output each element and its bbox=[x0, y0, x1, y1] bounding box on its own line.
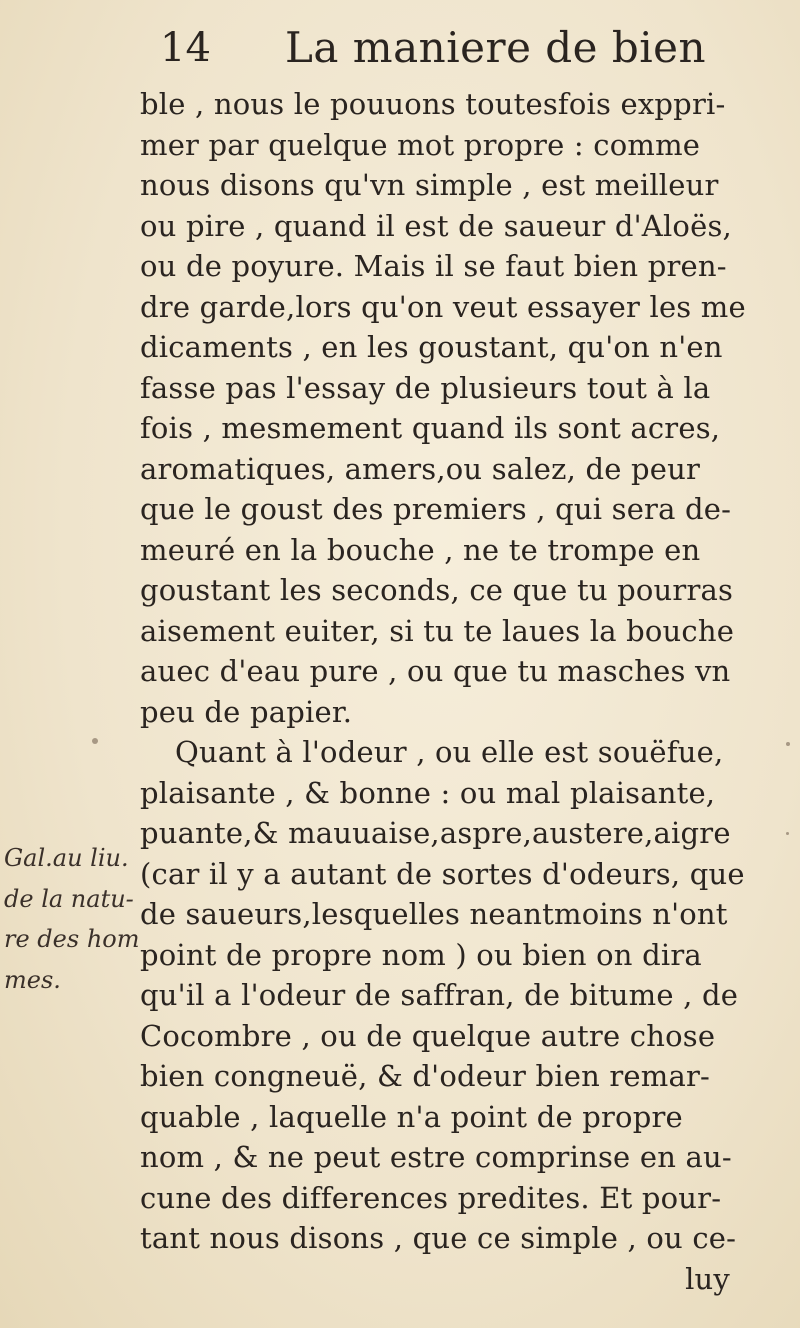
text-line: ble , nous le pouuons toutesfois exppri- bbox=[140, 87, 726, 121]
text-line: cune des differences predites. Et pour- bbox=[140, 1180, 722, 1215]
text-line: de saueurs,lesquelles neantmoins n'ont bbox=[140, 897, 728, 931]
text-line: (car il y a autant de sortes d'odeurs, que bbox=[140, 856, 745, 891]
margin-note-line: re des hom bbox=[4, 925, 140, 953]
text-line: fois , mesmement quand ils sont acres, bbox=[140, 411, 721, 445]
ink-speck bbox=[786, 832, 789, 835]
text-line: puante,& mauuaise,aspre,austere,aigre bbox=[140, 816, 731, 850]
text-line: tant nous disons , que ce simple , ou ce- bbox=[140, 1221, 737, 1255]
text-line: quable , laquelle n'a point de propre bbox=[140, 1099, 683, 1134]
text-line: plaisante , & bonne : ou mal plaisante, bbox=[140, 775, 716, 810]
text-line: Cocombre , ou de quelque autre chose bbox=[140, 1018, 716, 1053]
text-line: peu de papier. bbox=[140, 694, 353, 729]
text-line: bien congneuë, & d'odeur bien remar- bbox=[140, 1059, 711, 1093]
page-number: 14 bbox=[160, 25, 211, 71]
paragraph-start-line: Quant à l'odeur , ou elle est souëfue, bbox=[175, 735, 724, 769]
text-line: mer par quelque mot propre : comme bbox=[140, 127, 701, 162]
text-line: nom , & ne peut estre comprinse en au- bbox=[140, 1140, 732, 1174]
page-header bbox=[0, 22, 800, 78]
text-line: fasse pas l'essay de plusieurs tout à la bbox=[140, 370, 711, 405]
margin-note-line: de la natu- bbox=[4, 884, 134, 913]
text-line: aromatiques, amers,ou salez, de peur bbox=[140, 451, 701, 486]
ink-speck bbox=[92, 738, 98, 744]
text-line: ou de poyure. Mais il se faut bien pren- bbox=[140, 249, 727, 283]
ink-speck bbox=[786, 742, 790, 746]
text-line: auec d'eau pure , ou que tu masches vn bbox=[140, 654, 731, 688]
text-line: aisement euiter, si tu te laues la bouche bbox=[140, 613, 735, 648]
margin-note-line: Gal.au liu. bbox=[4, 844, 129, 872]
text-line: meuré en la bouche , ne te trompe en bbox=[140, 532, 701, 567]
running-title: La maniere de bien bbox=[285, 23, 707, 72]
catchword: luy bbox=[685, 1261, 730, 1296]
text-line: point de propre nom ) ou bien on dira bbox=[140, 937, 702, 972]
text-line: ou pire , quand il est de saueur d'Aloës, bbox=[140, 208, 732, 243]
text-line: goustant les seconds, ce que tu pourras bbox=[140, 573, 734, 607]
body-text bbox=[140, 84, 780, 1299]
text-line: nous disons qu'vn simple , est meilleur bbox=[140, 168, 719, 202]
text-line: dicaments , en les goustant, qu'on n'en bbox=[140, 330, 723, 364]
text-line: qu'il a l'odeur de saffran, de bitume , de bbox=[140, 978, 739, 1012]
margin-note bbox=[4, 838, 154, 1000]
text-line: dre garde,lors qu'on veut essayer les me bbox=[140, 289, 746, 324]
text-line: que le goust des premiers , qui sera de- bbox=[140, 492, 732, 526]
margin-note-line: mes. bbox=[4, 965, 61, 994]
